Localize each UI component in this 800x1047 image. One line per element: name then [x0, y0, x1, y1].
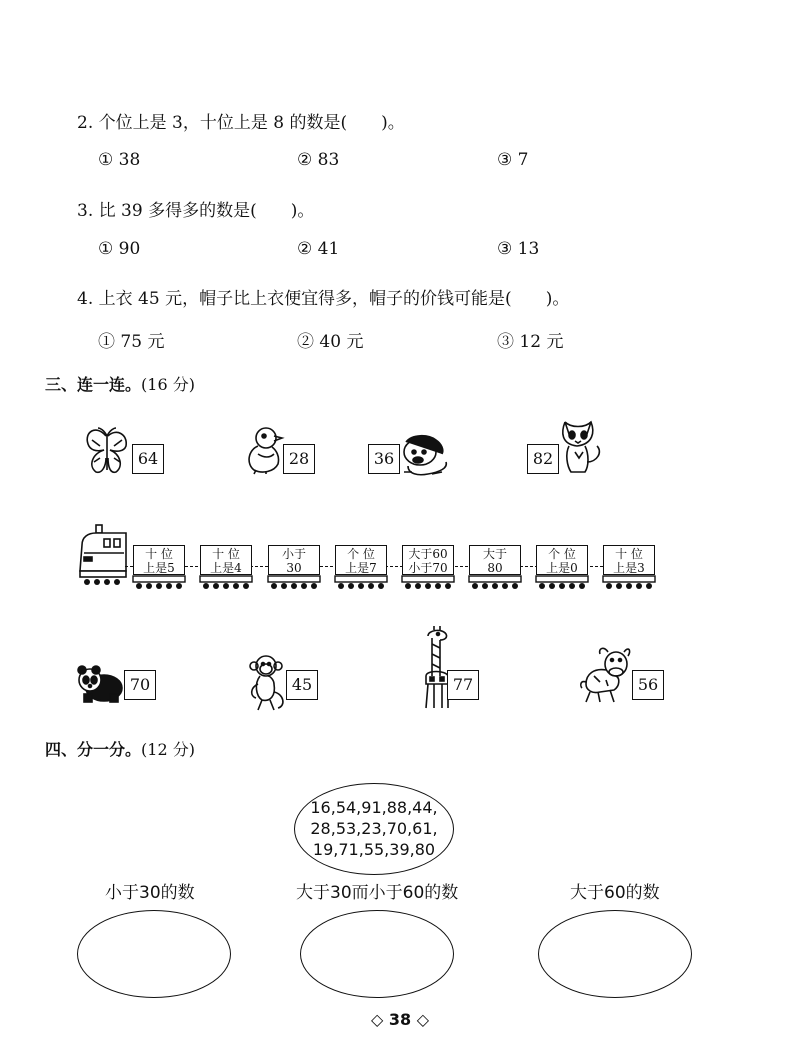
- train-car-7[interactable]: [536, 545, 588, 575]
- train-car-8-line2: 上是3: [613, 561, 645, 575]
- butterfly-icon: [82, 426, 132, 476]
- monkey-icon: [248, 654, 288, 712]
- cow-icon: [580, 646, 632, 706]
- question-2-text: 2. 个位上是 3，十位上是 8 的数是( )。: [77, 113, 405, 133]
- train-car-3-line1: 小于: [281, 547, 306, 561]
- train-car-6[interactable]: [469, 545, 521, 575]
- train-wheels: [130, 575, 660, 591]
- section-4-points: (12 分): [141, 740, 195, 759]
- number-box-panda: 70: [124, 670, 156, 700]
- section-3-points: (16 分): [141, 375, 195, 394]
- answer-oval-less-than-30[interactable]: [77, 910, 231, 998]
- train-car-4-line2: 上是7: [345, 561, 377, 575]
- question-2-option-3[interactable]: ③ 7: [497, 150, 529, 170]
- number-box-cat: 82: [527, 444, 559, 474]
- train-car-6-line1: 大于: [482, 547, 507, 561]
- train-car-7-line2: 上是0: [546, 561, 578, 575]
- train-car-8-line1: 十 位: [615, 547, 643, 561]
- train-car-7-line1: 个 位: [548, 547, 576, 561]
- section-3-heading: [45, 372, 195, 395]
- question-3-option-3[interactable]: ③ 13: [497, 239, 540, 259]
- question-4-option-2[interactable]: ② 40 元: [297, 332, 364, 352]
- panda-icon: [76, 664, 124, 704]
- number-pile-line-1: 16,54,91,88,44,: [310, 798, 438, 817]
- cat-icon: [557, 418, 603, 476]
- question-3-option-1[interactable]: ① 90: [98, 239, 141, 259]
- train-car-5[interactable]: [402, 545, 454, 575]
- train-car-1[interactable]: [133, 545, 185, 575]
- chick-icon: [244, 424, 284, 474]
- train-car-6-line2: 80: [487, 561, 503, 575]
- section-3-title: 三、连一连。: [45, 375, 142, 394]
- number-pile-line-2: 28,53,23,70,61,: [310, 819, 438, 838]
- train-car-2-line2: 上是4: [210, 561, 242, 575]
- category-label-greater-than-60: 大于60的数: [570, 883, 660, 903]
- question-4-text: 4. 上衣 45 元，帽子比上衣便宜得多，帽子的价钱可能是( )。: [77, 289, 570, 309]
- number-pile-line-3: 19,71,55,39,80: [312, 840, 436, 859]
- train-car-8[interactable]: [603, 545, 655, 575]
- train-car-5-line1: 大于60: [408, 547, 448, 561]
- page-number: ◇ 38 ◇: [370, 1010, 429, 1029]
- category-label-30-to-60: 大于30而小于60的数: [296, 883, 459, 903]
- train-car-1-line1: 十 位: [145, 547, 173, 561]
- dog-icon: [398, 432, 450, 476]
- train-car-2-line1: 十 位: [212, 547, 240, 561]
- question-3-text: 3. 比 39 多得多的数是( )。: [77, 201, 315, 221]
- number-box-chick: 28: [283, 444, 315, 474]
- section-4-heading: [45, 737, 195, 760]
- section-4-title: 四、分一分。: [45, 740, 142, 759]
- question-4-option-3[interactable]: ③ 12 元: [497, 332, 564, 352]
- train-car-3[interactable]: [268, 545, 320, 575]
- train-car-5-line2: 小于70: [408, 561, 448, 575]
- number-box-giraffe: 77: [447, 670, 479, 700]
- question-2-option-1[interactable]: ① 38: [98, 150, 141, 170]
- train-car-4-line1: 个 位: [347, 547, 375, 561]
- answer-oval-greater-than-60[interactable]: [538, 910, 692, 998]
- train-car-3-line2: 30: [286, 561, 302, 575]
- question-4-option-1[interactable]: ① 75 元: [98, 332, 165, 352]
- question-3-option-2[interactable]: ② 41: [297, 239, 340, 259]
- number-box-butterfly: 64: [132, 444, 164, 474]
- train-locomotive-icon: [78, 523, 130, 589]
- train-car-4[interactable]: [335, 545, 387, 575]
- question-2-option-2[interactable]: ② 83: [297, 150, 340, 170]
- number-pile: [294, 797, 454, 860]
- number-box-cow: 56: [632, 670, 664, 700]
- answer-oval-30-to-60[interactable]: [300, 910, 454, 998]
- number-box-dog: 36: [368, 444, 400, 474]
- number-box-monkey: 45: [286, 670, 318, 700]
- train-car-2[interactable]: [200, 545, 252, 575]
- category-label-less-than-30: 小于30的数: [105, 883, 195, 903]
- train-car-1-line2: 上是5: [143, 561, 175, 575]
